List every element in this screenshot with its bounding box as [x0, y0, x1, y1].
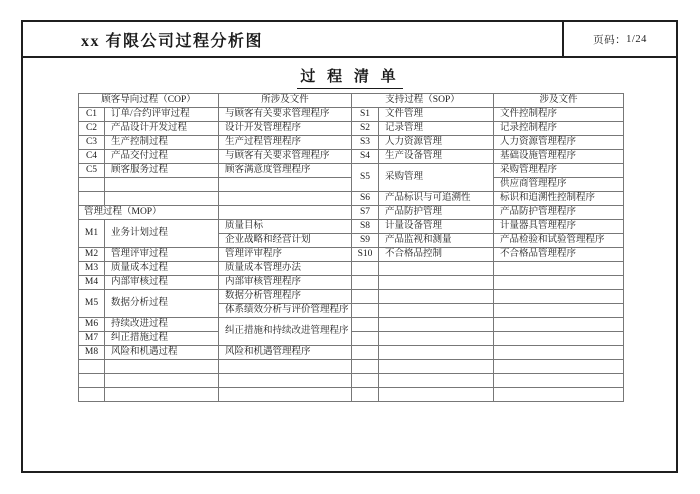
empty-cell: [379, 276, 494, 290]
empty-cell: [352, 276, 379, 290]
empty-cell: [79, 388, 105, 402]
process-code-cell: M4: [79, 276, 105, 290]
empty-cell: [494, 290, 624, 304]
table-cell: 持续改进过程: [105, 318, 219, 332]
page-number-value: 1/24: [626, 33, 647, 45]
empty-cell: [352, 304, 379, 318]
table-cell: 生产设备管理: [379, 150, 494, 164]
process-code-cell: S4: [352, 150, 379, 164]
empty-cell: [379, 290, 494, 304]
process-code-cell: C4: [79, 150, 105, 164]
empty-cell: [379, 374, 494, 388]
process-code-cell: C5: [79, 164, 105, 178]
process-code-cell: S2: [352, 122, 379, 136]
empty-cell: [105, 388, 219, 402]
empty-cell: [379, 262, 494, 276]
table-cell: 数据分析管理程序: [219, 290, 352, 304]
document-title-wrap: [0, 65, 700, 89]
table-cell: 企业战略和经营计划: [219, 234, 352, 248]
process-list-table-body: [79, 94, 624, 402]
empty-cell: [219, 178, 352, 192]
empty-cell: [352, 290, 379, 304]
table-cell: 纠正措施和持续改进管理程序: [219, 318, 352, 346]
table-row: [79, 290, 624, 304]
table-cell: 订单/合约评审过程: [105, 108, 219, 122]
process-code-cell: S3: [352, 136, 379, 150]
empty-cell: [494, 360, 624, 374]
page-number-label: 页码：: [593, 34, 627, 46]
process-code-cell: S6: [352, 192, 379, 206]
table-cell: 基础设施管理程序: [494, 150, 624, 164]
empty-cell: [494, 332, 624, 346]
table-cell: 质量目标: [219, 220, 352, 234]
table-row: [79, 178, 624, 192]
table-cell: 标识和追溯性控制程序: [494, 192, 624, 206]
empty-cell: [352, 318, 379, 332]
process-code-cell: M8: [79, 346, 105, 360]
table-cell: 质量成本过程: [105, 262, 219, 276]
table-row: [79, 220, 624, 234]
empty-cell: [105, 178, 219, 192]
table-cell: 产品设计开发过程: [105, 122, 219, 136]
document-title: 过 程 清 单: [297, 65, 402, 89]
table-cell: 与顾客有关要求管理程序: [219, 108, 352, 122]
table-row: [79, 388, 624, 402]
table-cell: 产品交付过程: [105, 150, 219, 164]
table-cell: 计量设备管理: [379, 220, 494, 234]
process-code-cell: S9: [352, 234, 379, 248]
table-cell: 风险和机遇过程: [105, 346, 219, 360]
company-title: xx 有限公司过程分析图: [81, 32, 264, 50]
table-row: [79, 206, 624, 220]
section-header-cell: 管理过程（MOP）: [79, 206, 219, 220]
empty-cell: [79, 178, 105, 192]
empty-cell: [379, 360, 494, 374]
table-row: [79, 276, 624, 290]
table-row: [79, 318, 624, 332]
empty-cell: [379, 388, 494, 402]
process-code-cell: M7: [79, 332, 105, 346]
title-band: [21, 20, 678, 58]
table-cell: 供应商管理程序: [494, 178, 624, 192]
table-cell: 风险和机遇管理程序: [219, 346, 352, 360]
column-header-cell: 涉及文件: [494, 94, 624, 108]
process-list-table: [78, 93, 624, 402]
table-cell: 内部审核过程: [105, 276, 219, 290]
process-code-cell: S1: [352, 108, 379, 122]
table-cell: 质量成本管理办法: [219, 262, 352, 276]
table-row: [79, 136, 624, 150]
empty-cell: [105, 374, 219, 388]
table-cell: 顾客满意度管理程序: [219, 164, 352, 178]
table-row: [79, 374, 624, 388]
table-row: [79, 108, 624, 122]
empty-cell: [494, 304, 624, 318]
process-code-cell: S10: [352, 248, 379, 262]
table-cell: 采购管理程序: [494, 164, 624, 178]
empty-cell: [105, 360, 219, 374]
table-row: [79, 248, 624, 262]
empty-cell: [219, 360, 352, 374]
empty-cell: [379, 318, 494, 332]
table-cell: 计量器具管理程序: [494, 220, 624, 234]
table-cell: 内部审核管理程序: [219, 276, 352, 290]
table-cell: 数据分析过程: [105, 290, 219, 318]
table-cell: 管理评审程序: [219, 248, 352, 262]
table-cell: 人力资源管理: [379, 136, 494, 150]
empty-cell: [494, 374, 624, 388]
empty-cell: [352, 262, 379, 276]
empty-cell: [352, 332, 379, 346]
table-cell: 产品检验和试验管理程序: [494, 234, 624, 248]
table-cell: 产品标识与可追溯性: [379, 192, 494, 206]
table-cell: 与顾客有关要求管理程序: [219, 150, 352, 164]
empty-cell: [352, 388, 379, 402]
empty-cell: [105, 192, 219, 206]
empty-cell: [79, 360, 105, 374]
empty-cell: [219, 206, 352, 220]
table-row: [79, 192, 624, 206]
empty-cell: [352, 360, 379, 374]
table-cell: 生产控制过程: [105, 136, 219, 150]
table-cell: 产品监视和测量: [379, 234, 494, 248]
table-cell: 生产过程管理程序: [219, 136, 352, 150]
process-code-cell: C2: [79, 122, 105, 136]
empty-cell: [219, 388, 352, 402]
table-cell: 产品防护管理程序: [494, 206, 624, 220]
empty-cell: [494, 318, 624, 332]
table-row: [79, 150, 624, 164]
table-cell: 管理评审过程: [105, 248, 219, 262]
empty-cell: [379, 332, 494, 346]
process-code-cell: S8: [352, 220, 379, 234]
process-code-cell: M2: [79, 248, 105, 262]
process-code-cell: M6: [79, 318, 105, 332]
process-code-cell: S5: [352, 164, 379, 192]
table-cell: 纠正措施过程: [105, 332, 219, 346]
process-code-cell: M1: [79, 220, 105, 248]
table-header-row: [79, 94, 624, 108]
table-cell: 顾客服务过程: [105, 164, 219, 178]
empty-cell: [494, 276, 624, 290]
table-row: [79, 164, 624, 178]
empty-cell: [352, 374, 379, 388]
empty-cell: [494, 346, 624, 360]
table-cell: 产品防护管理: [379, 206, 494, 220]
empty-cell: [379, 346, 494, 360]
process-code-cell: C3: [79, 136, 105, 150]
process-code-cell: C1: [79, 108, 105, 122]
table-cell: 体系绩效分析与评价管理程序: [219, 304, 352, 318]
table-row: [79, 360, 624, 374]
table-row: [79, 262, 624, 276]
empty-cell: [494, 262, 624, 276]
table-cell: 人力资源管理程序: [494, 136, 624, 150]
table-cell: 设计开发管理程序: [219, 122, 352, 136]
process-code-cell: M3: [79, 262, 105, 276]
table-cell: 采购管理: [379, 164, 494, 192]
table-row: [79, 122, 624, 136]
column-header-cell: 所涉及文件: [219, 94, 352, 108]
table-cell: 不合格品管理程序: [494, 248, 624, 262]
empty-cell: [219, 374, 352, 388]
table-cell: 文件管理: [379, 108, 494, 122]
empty-cell: [219, 192, 352, 206]
process-code-cell: S7: [352, 206, 379, 220]
table-cell: 业务计划过程: [105, 220, 219, 248]
table-row: [79, 346, 624, 360]
empty-cell: [379, 304, 494, 318]
table-row: [79, 332, 624, 346]
table-cell: 记录管理: [379, 122, 494, 136]
empty-cell: [79, 374, 105, 388]
empty-cell: [79, 192, 105, 206]
table-cell: 不合格品控制: [379, 248, 494, 262]
process-code-cell: M5: [79, 290, 105, 318]
empty-cell: [494, 388, 624, 402]
page-number-cell: [562, 22, 676, 56]
table-cell: 记录控制程序: [494, 122, 624, 136]
column-header-cell: 顾客导向过程（COP）: [79, 94, 219, 108]
table-cell: 文件控制程序: [494, 108, 624, 122]
empty-cell: [352, 346, 379, 360]
column-header-cell: 支持过程（SOP）: [352, 94, 494, 108]
